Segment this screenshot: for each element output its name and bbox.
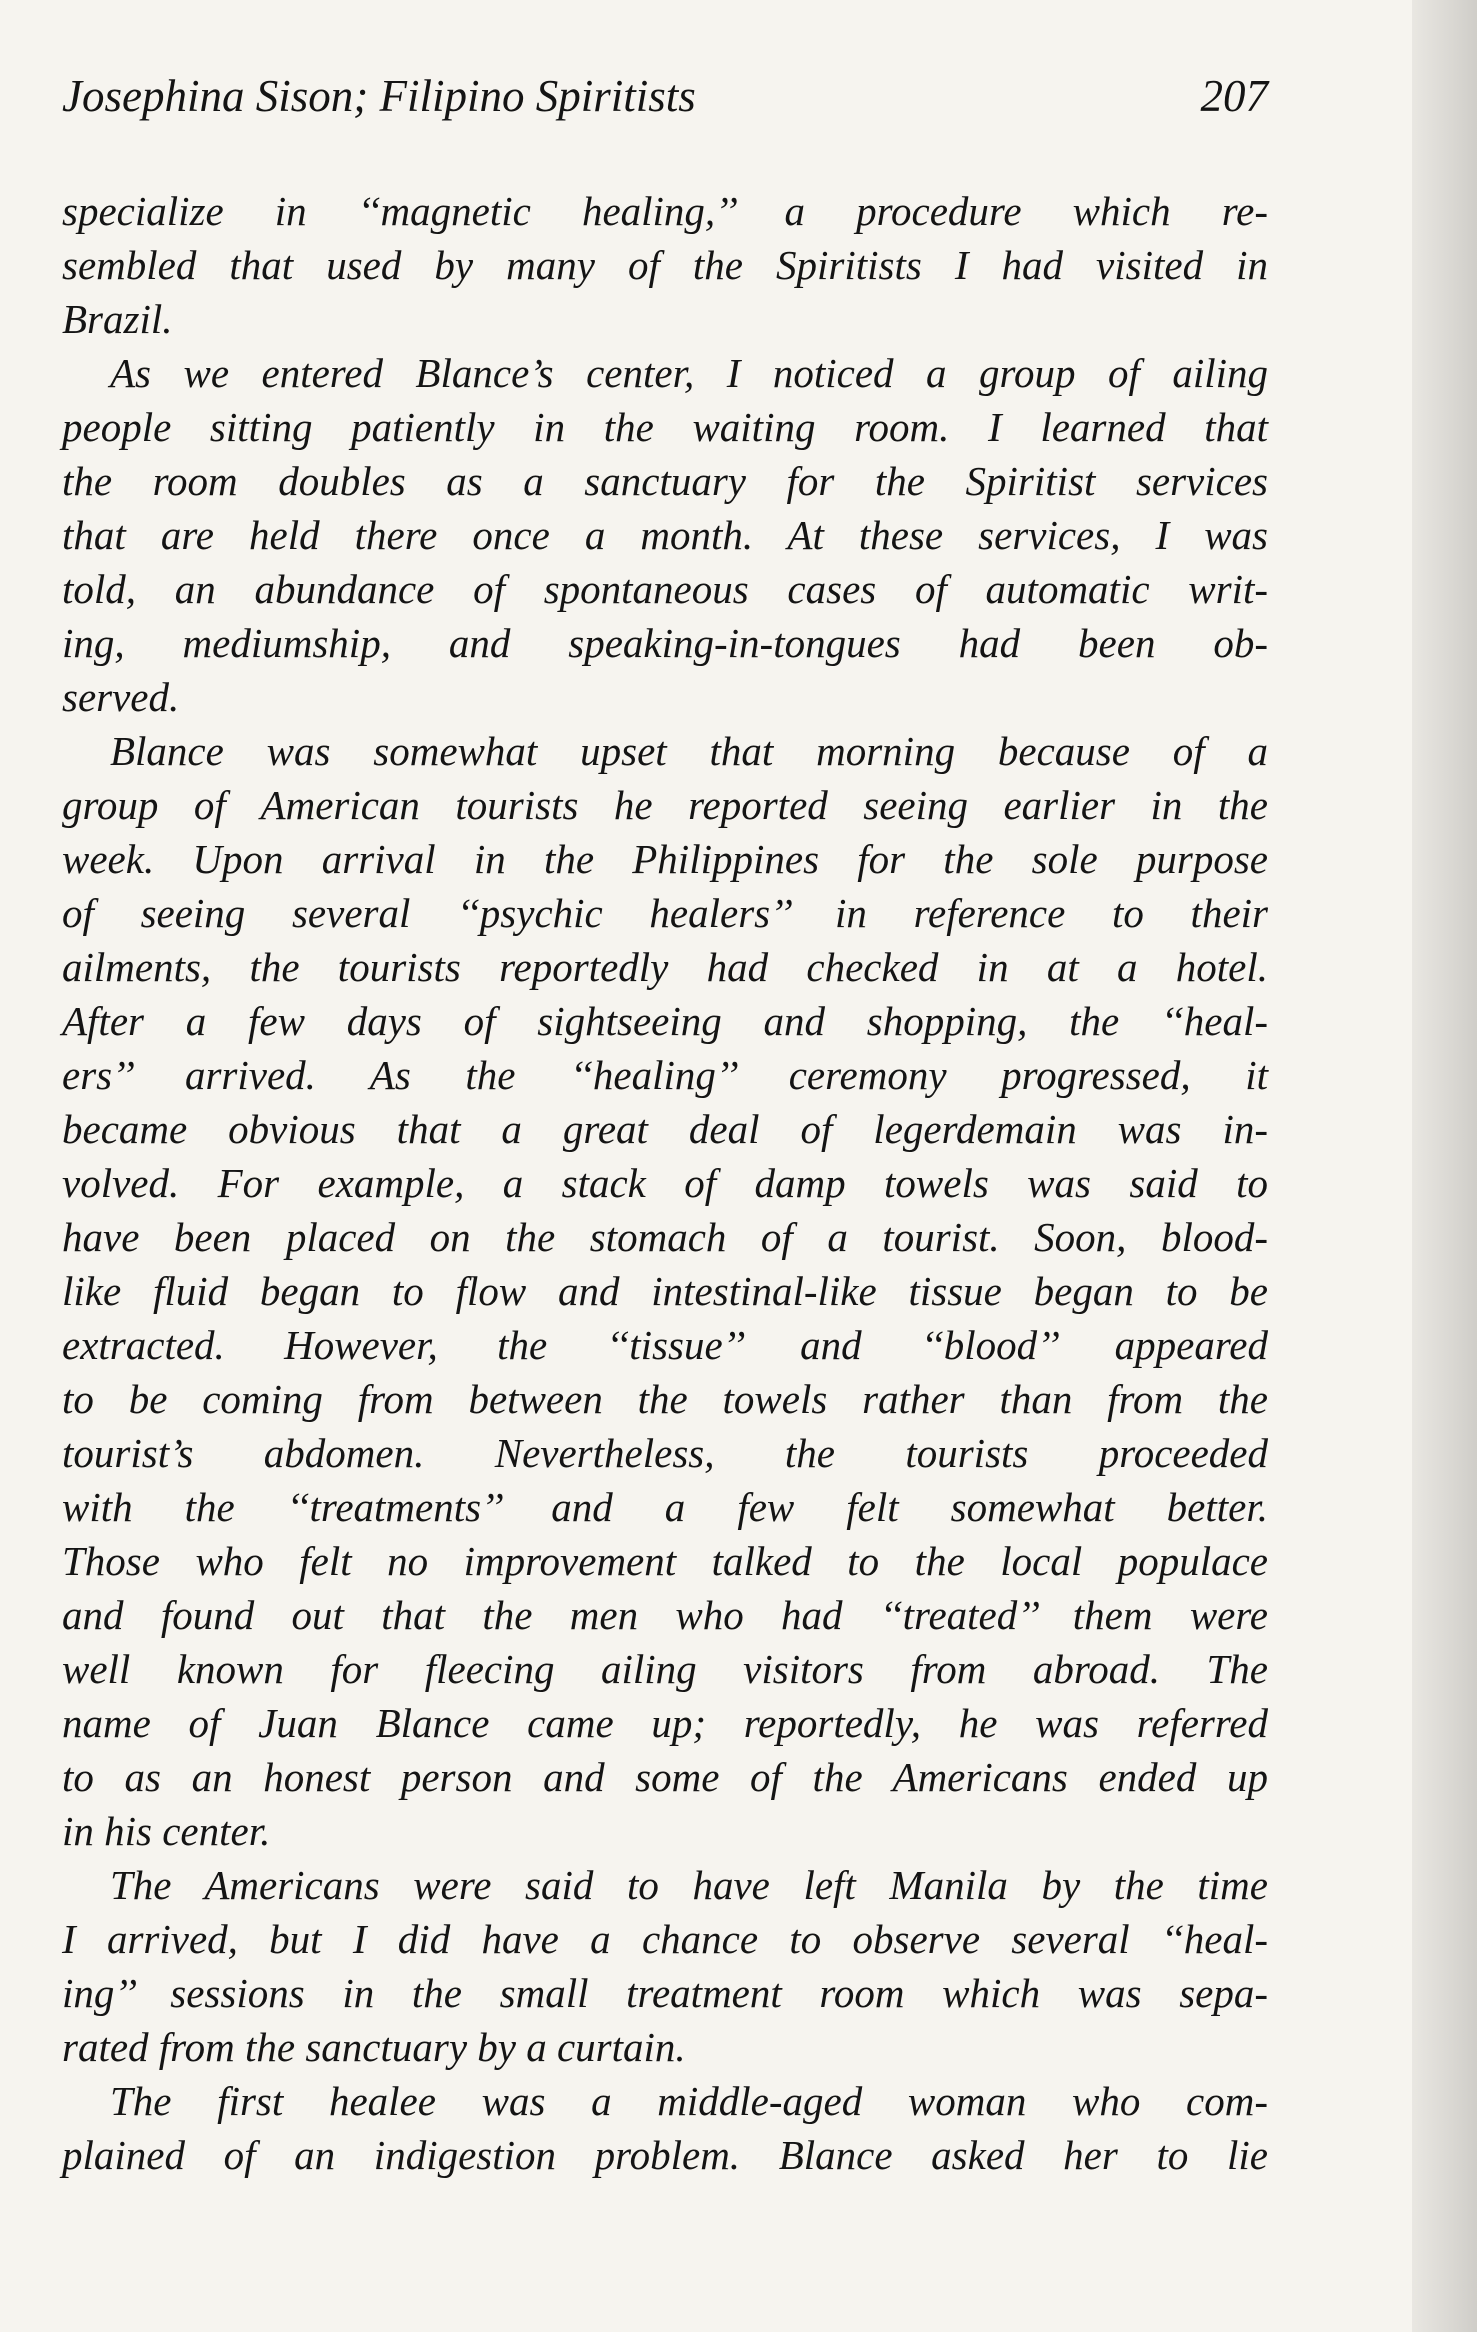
text-line: ers’’ arrived. As the ‘‘healing’’ ceremony progressed, it	[62, 1052, 1268, 1098]
text-line: that are held there once a month. At these services, I was	[62, 512, 1268, 558]
text-line: name of Juan Blance came up; reportedly, he was referred	[62, 1700, 1268, 1746]
text-line: week. Upon arrival in the Philippines for the sole purpose	[62, 836, 1268, 882]
text-line: ailments, the tourists reportedly had checked in at a hotel.	[62, 944, 1268, 990]
text-line: ing’’ sessions in the small treatment room which was sepa-	[62, 1970, 1268, 2016]
text-line: I arrived, but I did have a chance to observe several ‘‘heal-	[62, 1916, 1268, 1962]
text-line: ing, mediumship, and speaking-in-tongues had been ob-	[62, 620, 1268, 666]
text-line: told, an abundance of spontaneous cases of automatic writ-	[62, 566, 1268, 612]
text-line: The Americans were said to have left Manila by the time	[110, 1862, 1268, 1908]
text-line: the room doubles as a sanctuary for the Spiritist services	[62, 458, 1268, 504]
text-line: After a few days of sightseeing and shopping, the ‘‘heal-	[62, 998, 1268, 1044]
text-line: well known for fleecing ailing visitors from abroad. The	[62, 1646, 1268, 1692]
text-line: The first healee was a middle-aged woman who com-	[110, 2078, 1268, 2124]
text-line: specialize in ‘‘magnetic healing,’’ a procedure which re-	[62, 188, 1268, 234]
text-line: to be coming from between the towels rather than from the	[62, 1376, 1268, 1422]
text-line: Those who felt no improvement talked to the local populace	[62, 1538, 1268, 1584]
text-line: to as an honest person and some of the Americans ended up	[62, 1754, 1268, 1800]
page-number: 207	[1200, 71, 1268, 121]
text-line: became obvious that a great deal of legerdemain was in-	[62, 1106, 1268, 1152]
page-edge-shadow	[1412, 0, 1477, 2332]
text-line: rated from the sanctuary by a curtain.	[62, 2024, 686, 2070]
text-line: like fluid began to flow and intestinal-like tissue began to be	[62, 1268, 1268, 1314]
body-text	[62, 184, 1268, 2182]
text-line: volved. For example, a stack of damp towels was said to	[62, 1160, 1268, 1206]
text-line: and found out that the men who had ‘‘treated’’ them were	[62, 1592, 1268, 1638]
text-line: group of American tourists he reported seeing earlier in the	[62, 782, 1268, 828]
text-line: people sitting patiently in the waiting room. I learned that	[62, 404, 1268, 450]
paragraph	[62, 346, 1268, 724]
text-line: sembled that used by many of the Spiritists I had visited in	[62, 242, 1268, 288]
paragraph	[62, 1858, 1268, 2074]
paragraph	[62, 2074, 1268, 2182]
running-head: Josephina Sison; Filipino Spiritists	[62, 71, 696, 121]
page-header	[62, 66, 1268, 126]
text-line: Blance was somewhat upset that morning because of a	[110, 728, 1268, 774]
text-line: have been placed on the stomach of a tourist. Soon, blood-	[62, 1214, 1268, 1260]
text-line: of seeing several ‘‘psychic healers’’ in reference to their	[62, 890, 1268, 936]
text-line: plained of an indigestion problem. Blance asked her to lie	[62, 2132, 1268, 2178]
text-line: in his center.	[62, 1808, 271, 1854]
text-line: tourist’s abdomen. Nevertheless, the tourists proceeded	[62, 1430, 1268, 1476]
paragraph	[62, 184, 1268, 346]
text-line: extracted. However, the ‘‘tissue’’ and ‘‘blood’’ appeared	[62, 1322, 1268, 1368]
text-line: Brazil.	[62, 296, 173, 342]
text-line: with the ‘‘treatments’’ and a few felt somewhat better.	[62, 1484, 1268, 1530]
paragraph	[62, 724, 1268, 1858]
text-line: served.	[62, 674, 180, 720]
text-line: As we entered Blance’s center, I noticed a group of ailing	[110, 350, 1268, 396]
